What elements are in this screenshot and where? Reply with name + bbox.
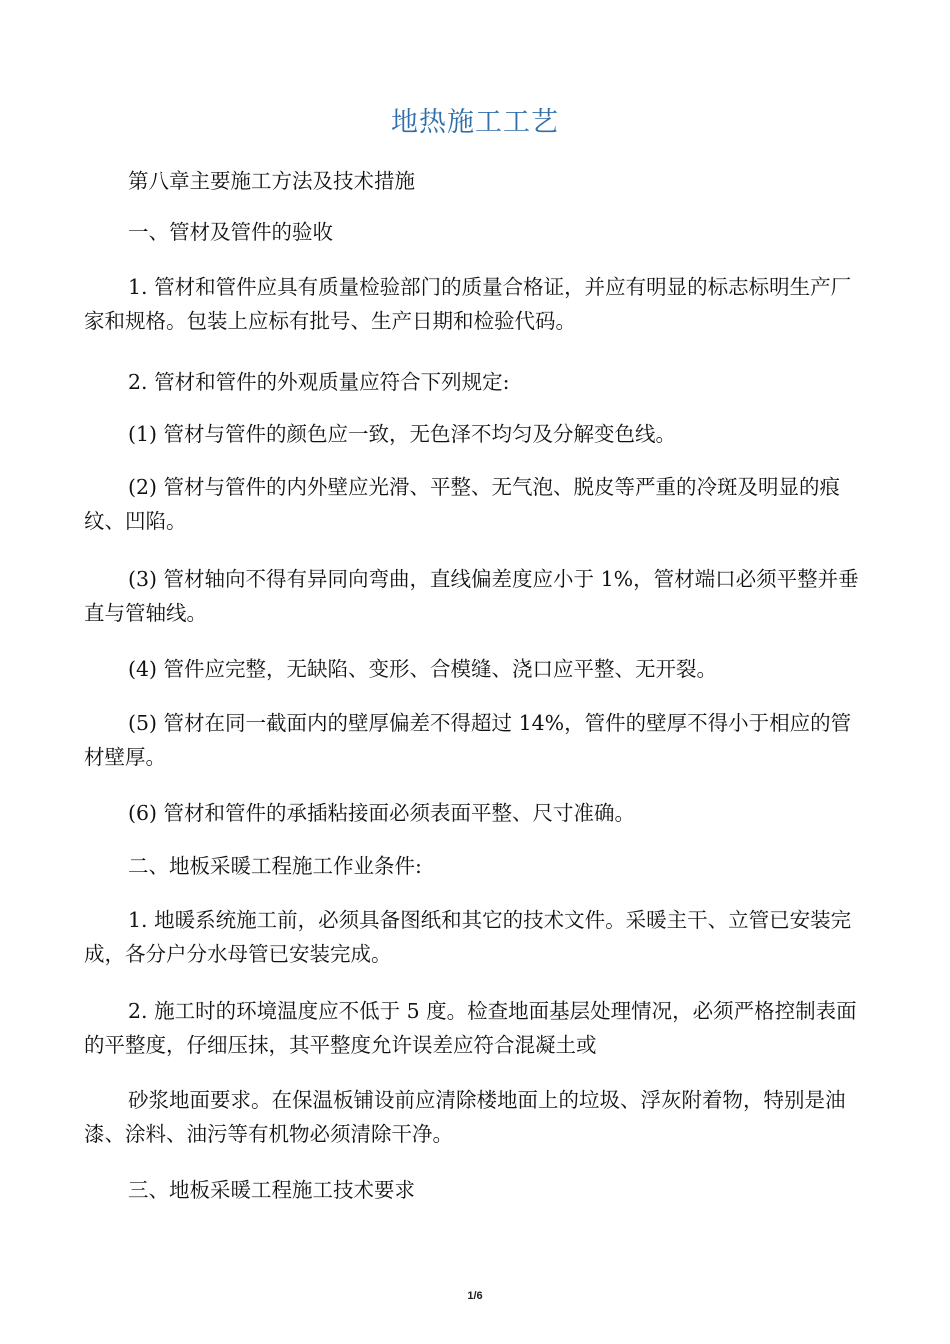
- paragraph-condition-2-continued: 砂浆地面要求。在保温板铺设前应清除楼地面上的垃圾、浮灰附着物，特别是油漆、涂料、油污等有机物必须清除干净。: [84, 1088, 846, 1146]
- paragraph-subitem-3: (3) 管材轴向不得有异同向弯曲，直线偏差度应小于 1%，管材端口必须平整并垂直与管轴线。: [84, 567, 859, 625]
- paragraph-subitem-2: (2) 管材与管件的内外壁应光滑、平整、无气泡、脱皮等严重的冷斑及明显的痕纹、凹陷。: [84, 475, 841, 533]
- paragraph-item-1: 1. 管材和管件应具有质量检验部门的质量合格证，并应有明显的标志标明生产厂家和规格。包装上应标有批号、生产日期和检验代码。: [84, 275, 852, 333]
- document-title: 地热施工工艺: [391, 107, 559, 138]
- paragraph-subitem-5: (5) 管材在同一截面内的壁厚偏差不得超过 14%，管件的壁厚不得小于相应的管材壁厚。: [84, 711, 852, 769]
- paragraph-section-2-heading: 二、地板采暖工程施工作业条件:: [128, 854, 422, 878]
- paragraph-subitem-4: (4) 管件应完整，无缺陷、变形、合模缝、浇口应平整、无开裂。: [128, 657, 718, 681]
- paragraph-section-1-heading: 一、管材及管件的验收: [128, 220, 333, 244]
- paragraph-subitem-1: (1) 管材与管件的颜色应一致，无色泽不均匀及分解变色线。: [128, 422, 677, 446]
- page-number: 1/6: [467, 1290, 483, 1302]
- paragraph-item-2: 2. 管材和管件的外观质量应符合下列规定:: [128, 370, 510, 394]
- paragraph-condition-2: 2. 施工时的环境温度应不低于 5 度。检查地面基层处理情况，必须严格控制表面的平整度，仔细压抹，其平整度允许误差应符合混凝土或: [84, 999, 857, 1057]
- paragraph-condition-1: 1. 地暖系统施工前，必须具备图纸和其它的技术文件。采暖主干、立管已安装完成，各分户分水母管已安装完成。: [84, 908, 852, 966]
- paragraph-section-3-heading: 三、地板采暖工程施工技术要求: [128, 1178, 415, 1202]
- paragraph-subitem-6: (6) 管材和管件的承插粘接面必须表面平整、尺寸准确。: [128, 801, 636, 825]
- paragraph-chapter-heading: 第八章主要施工方法及技术措施: [128, 169, 415, 193]
